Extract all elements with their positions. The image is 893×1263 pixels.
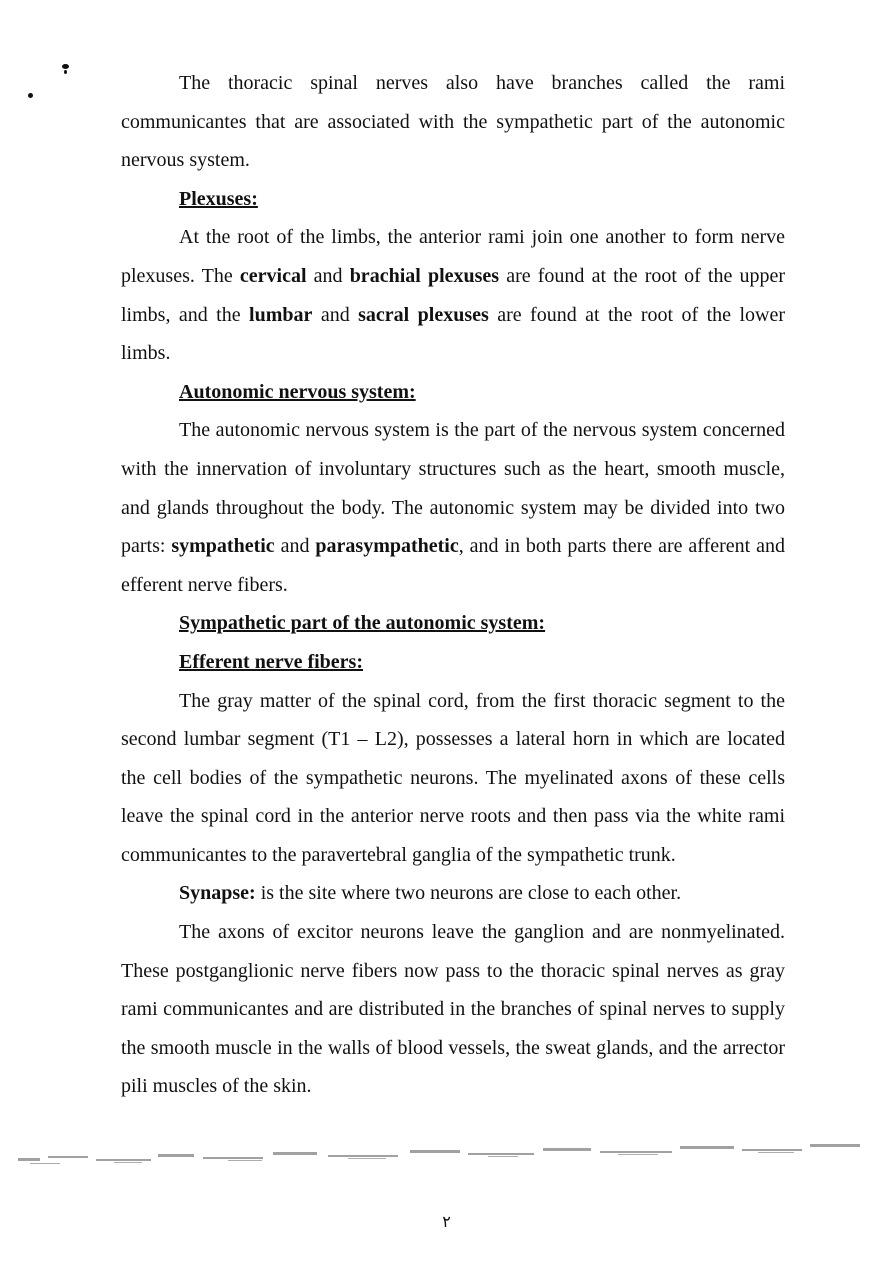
bold-term: lumbar bbox=[249, 303, 313, 326]
heading-efferent-nerve-fibers: Efferent nerve fibers: bbox=[179, 650, 364, 673]
text-run: and bbox=[306, 264, 350, 287]
heading-sympathetic-part: Sympathetic part of the autonomic system: bbox=[179, 612, 546, 635]
paragraph-efferent-nerve-fibers bbox=[121, 682, 785, 875]
bold-term: Synapse: bbox=[179, 882, 256, 905]
bold-term: parasympathetic bbox=[315, 535, 459, 558]
text-run: The autonomic nervous system is the part of the nervous system concerned with the innervation of involuntary structures such as the heart, smooth muscle, and glands throughout the body. The autonomic system may be divided into two parts: bbox=[121, 419, 785, 558]
bold-term: brachial plexuses bbox=[349, 264, 500, 287]
scan-speck bbox=[62, 64, 69, 69]
bold-term: cervical bbox=[239, 264, 307, 287]
text-run: , and in both parts there are afferent and efferent nerve fibers. bbox=[121, 535, 785, 596]
heading-autonomic-nervous-system: Autonomic nervous system: bbox=[179, 380, 416, 403]
paragraph-synapse bbox=[121, 874, 785, 913]
bold-term: sympathetic bbox=[171, 535, 275, 558]
text-run: The axons of excitor neurons leave the ganglion and are nonmyelinated. These postganglionic nerve fibers now pass to the thoracic spinal nerves as gray rami communicantes and are distributed in the branches of spinal nerves to supply the smooth muscle in the walls of blood vessels, the sweat glands, and the arrector pili muscles of the skin. bbox=[121, 921, 785, 1098]
scan-noise-strip bbox=[18, 1132, 868, 1174]
heading-plexuses: Plexuses: bbox=[179, 187, 258, 210]
page-number: ٢ bbox=[442, 1214, 451, 1231]
paragraph-postganglionic-fibers bbox=[121, 913, 785, 1106]
scan-speck bbox=[64, 70, 67, 74]
paragraph-plexuses bbox=[121, 218, 785, 372]
paragraph-rami-communicantes bbox=[121, 64, 785, 180]
text-run: and bbox=[274, 535, 316, 558]
text-run: The gray matter of the spinal cord, from the first thoracic segment to the second lumbar segment (T1 – L2), possesses a lateral horn in which are located the cell bodies of the sympathetic neurons. The myelinated axons of these cells leave the spinal cord in the anterior nerve roots and then pass via the white rami communicantes to the paravertebral ganglia of the sympathetic trunk. bbox=[121, 689, 785, 866]
body-text bbox=[121, 64, 785, 1106]
text-run: At the root of the limbs, the anterior rami join one another to form nerve plexuses. The bbox=[121, 226, 785, 287]
bold-term: sacral plexuses bbox=[358, 303, 489, 326]
text-run: are found at the root of the lower limbs. bbox=[121, 303, 785, 365]
paragraph-autonomic-nervous-system bbox=[121, 411, 785, 604]
text-run: are found at the root of the upper limbs, and the bbox=[121, 264, 785, 326]
text-run: and bbox=[312, 303, 359, 326]
scan-speck bbox=[28, 93, 33, 98]
text-run: The thoracic spinal nerves also have branches called the rami communicantes that are associated with the sympathetic part of the autonomic nervous system. bbox=[121, 72, 785, 172]
text-run: is the site where two neurons are close to each other. bbox=[255, 882, 682, 905]
